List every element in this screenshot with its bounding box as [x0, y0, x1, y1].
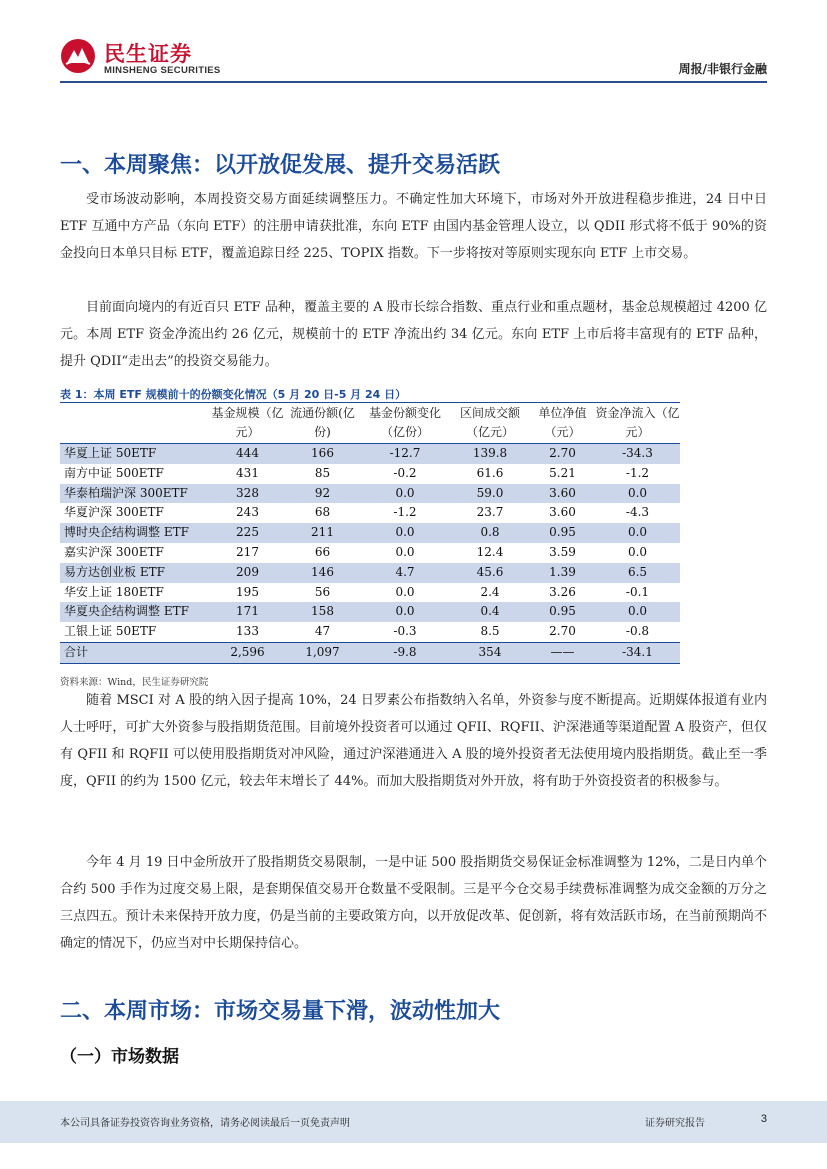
table-cell: 0.0 [360, 523, 450, 543]
table-cell: 166 [285, 444, 360, 464]
section2-subtitle: （一）市场数据 [60, 1047, 179, 1067]
table-header-cell: 区间成交额（亿元） [459, 406, 520, 439]
etf-table [60, 403, 680, 664]
table-cell: 85 [314, 465, 331, 480]
table-cell: 0.0 [595, 602, 680, 622]
table-total-row [60, 642, 680, 663]
table-row [60, 484, 680, 504]
table-header-cell: 流通份额(亿份) [290, 406, 355, 439]
table-cell: 0.0 [595, 523, 680, 543]
table-cell: 211 [285, 523, 360, 543]
page-footer [0, 1101, 827, 1143]
table-row [60, 563, 680, 583]
table-cell: 0.95 [530, 523, 595, 543]
footer-disclaimer: 本公司具备证券投资咨询业务资格，请务必阅读最后一页免责声明 [60, 1118, 350, 1129]
table-cell: 59.0 [450, 484, 530, 504]
table-header-row [60, 403, 680, 444]
section1-paragraph-1: 受市场波动影响，本周投资交易方面延续调整压力。不确定性加大环境下，市场对外开放进程稳步推进，24 日中日 ETF 互通中方产品（东向 ETF）的注册申请获批准，东向 ETF 由国内基金管理人设立，以 QDII 形式将不低于 90%的资金投向日本单只目标 ETF，覆盖追踪日经 225、TOPIX 指数。下一步将按对等原则实现东向 ETF 上市交易。 [60, 192, 767, 261]
table-cell: 4.7 [360, 563, 450, 583]
table-cell: 56 [314, 584, 331, 599]
table-header-cell: 资金净流入（亿元） [595, 406, 680, 439]
section2-title: 二、本周市场：市场交易量下滑，波动性加大 [60, 999, 501, 1024]
fund-name-cell: 华泰柏瑞沪深 300ETF [60, 484, 210, 504]
table-cell: -4.3 [625, 505, 650, 520]
table-header-cell [60, 403, 210, 444]
header-divider [60, 81, 767, 83]
table-cell: -12.7 [360, 444, 450, 464]
table-cell: -0.1 [625, 584, 650, 599]
table-cell: 0.4 [450, 602, 530, 622]
table-cell: 3.60 [549, 505, 576, 520]
page-header [0, 0, 827, 90]
section1-title: 一、本周聚焦：以开放促发展、提升交易活跃 [60, 153, 501, 178]
table-cell: 2.4 [480, 584, 500, 599]
table-cell: 68 [314, 505, 331, 520]
table-cell: 444 [210, 444, 285, 464]
table-title: 表 1：本周 ETF 规模前十的份额变化情况（5 月 20 日-5 月 24 日） [60, 388, 407, 401]
total-cell: —— [530, 642, 595, 663]
table-row [60, 583, 680, 603]
total-cell: -34.1 [595, 642, 680, 663]
table-cell: 431 [236, 465, 259, 480]
table-cell: 225 [210, 523, 285, 543]
fund-name-cell: 嘉实沪深 300ETF [64, 544, 164, 559]
table-cell: 23.7 [476, 505, 504, 520]
table-cell: 3.59 [549, 544, 576, 559]
table-cell: 0.95 [530, 602, 595, 622]
fund-name-cell: 博时央企结构调整 ETF [60, 523, 210, 543]
table-cell: -1.2 [393, 505, 417, 520]
brand-name-en: MINSHENG SECURITIES [104, 65, 221, 76]
table-cell: 66 [314, 544, 331, 559]
table-row [60, 523, 680, 543]
table-cell: 2.70 [549, 624, 576, 639]
total-cell: -9.8 [360, 642, 450, 663]
table-cell: 146 [285, 563, 360, 583]
body-paragraph-4: 今年 4 月 19 日中金所放开了股指期货交易限制，一是中证 500 股指期货交易保证金标准调整为 12%，二是日内单个合约 500 手作为过度交易上限，是套期保值交易开仓数量不受限制。三是平今仓交易手续费标准调整为成交金额的万分之三点四五。预计未来保持开放力度，仍是当前的主要政策方向，以开放促改革、促创新，将有效活跃市场，在当前预期尚不确定的情况下，仍应当对中长期保持信心。 [60, 855, 767, 951]
table-row [60, 622, 680, 642]
fund-name-cell: 华安上证 180ETF [64, 584, 164, 599]
total-cell: 1,097 [285, 642, 360, 663]
table-cell: 47 [314, 624, 331, 639]
table-header-cell: 基金规模（亿元） [211, 406, 284, 439]
table-cell: 3.60 [530, 484, 595, 504]
table-header-cell: 基金份额变化（亿份） [368, 406, 441, 439]
table-cell: -1.2 [625, 465, 650, 480]
total-cell: 354 [450, 642, 530, 663]
table-cell: -0.3 [393, 624, 417, 639]
table-cell: 0.8 [450, 523, 530, 543]
page-number: 3 [760, 1113, 767, 1125]
footer-label: 证券研究报告 [645, 1118, 705, 1129]
table-cell: 2.70 [530, 444, 595, 464]
table-cell: 195 [236, 584, 259, 599]
table-cell: 5.21 [549, 465, 576, 480]
table-cell: 6.5 [595, 563, 680, 583]
table-row [60, 543, 680, 563]
brand-name-cn: 民生证券 [104, 42, 192, 66]
table-cell: -34.3 [595, 444, 680, 464]
table-source: 资料来源：Wind，民生证券研究院 [60, 677, 209, 688]
table-cell: 0.0 [395, 544, 415, 559]
table-row [60, 444, 680, 464]
table-cell: 0.0 [595, 484, 680, 504]
table-cell: 61.6 [476, 465, 504, 480]
table-cell: 92 [285, 484, 360, 504]
table-cell: 45.6 [450, 563, 530, 583]
minsheng-logo-icon [60, 38, 96, 74]
fund-name-cell: 华夏央企结构调整 ETF [60, 602, 210, 622]
total-label-cell: 合计 [60, 642, 210, 663]
fund-name-cell: 工银上证 50ETF [64, 624, 157, 639]
table-row [60, 464, 680, 484]
table-row [60, 503, 680, 523]
table-cell: 0.0 [360, 484, 450, 504]
section1-paragraph-2: 目前面向境内的有近百只 ETF 品种，覆盖主要的 A 股市长综合指数、重点行业和重点题材，基金总规模超过 4200 亿元。本周 ETF 资金净流出约 26 亿元，规模前十的 ETF 净流出约 34 亿元。东向 ETF 上市后将丰富现有的 ETF 品种，提升 QDII“走出去”的投资交易能力。 [60, 300, 767, 369]
total-cell: 2,596 [210, 642, 285, 663]
table-cell: 243 [236, 505, 259, 520]
body-paragraph-3: 随着 MSCI 对 A 股的纳入因子提高 10%，24 日罗素公布指数纳入名单，外资参与度不断提高。近期媒体报道有业内人士呼吁，可扩大外资参与股指期货范围。目前境外投资者可以通过 QFII、RQFII、沪深港通等渠道配置 A 股资产，但仅有 QFII 和 RQFII 可以使用股指期货对冲风险，通过沪深港通进入 A 股的境外投资者无法使用境内股指期货。截止至一季度，QFII 的约为 1500 亿元，较去年末增长了 44%。而加大股指期货对外开放，将有助于外资投资者的积极参与。 [60, 693, 767, 789]
table-cell: 217 [236, 544, 259, 559]
table-cell: 0.0 [360, 602, 450, 622]
table-cell: 12.4 [476, 544, 504, 559]
table-cell: 328 [210, 484, 285, 504]
table-cell: 8.5 [480, 624, 500, 639]
table-cell: 133 [236, 624, 259, 639]
table-cell: 209 [210, 563, 285, 583]
table-row [60, 602, 680, 622]
fund-name-cell: 华夏沪深 300ETF [64, 505, 164, 520]
table-cell: 3.26 [549, 584, 576, 599]
report-type: 周报/非银行金融 [678, 62, 767, 76]
table-cell: -0.8 [625, 624, 650, 639]
table-header-cell: 单位净值（元） [538, 406, 587, 439]
fund-name-cell: 华夏上证 50ETF [60, 444, 210, 464]
table-cell: 0.0 [627, 544, 648, 559]
table-cell: 139.8 [450, 444, 530, 464]
table-cell: 158 [285, 602, 360, 622]
table-cell: 171 [210, 602, 285, 622]
fund-name-cell: 南方中证 500ETF [64, 465, 164, 480]
table-cell: 0.0 [395, 584, 415, 599]
table-cell: 1.39 [530, 563, 595, 583]
fund-name-cell: 易方达创业板 ETF [60, 563, 210, 583]
table-cell: -0.2 [393, 465, 417, 480]
